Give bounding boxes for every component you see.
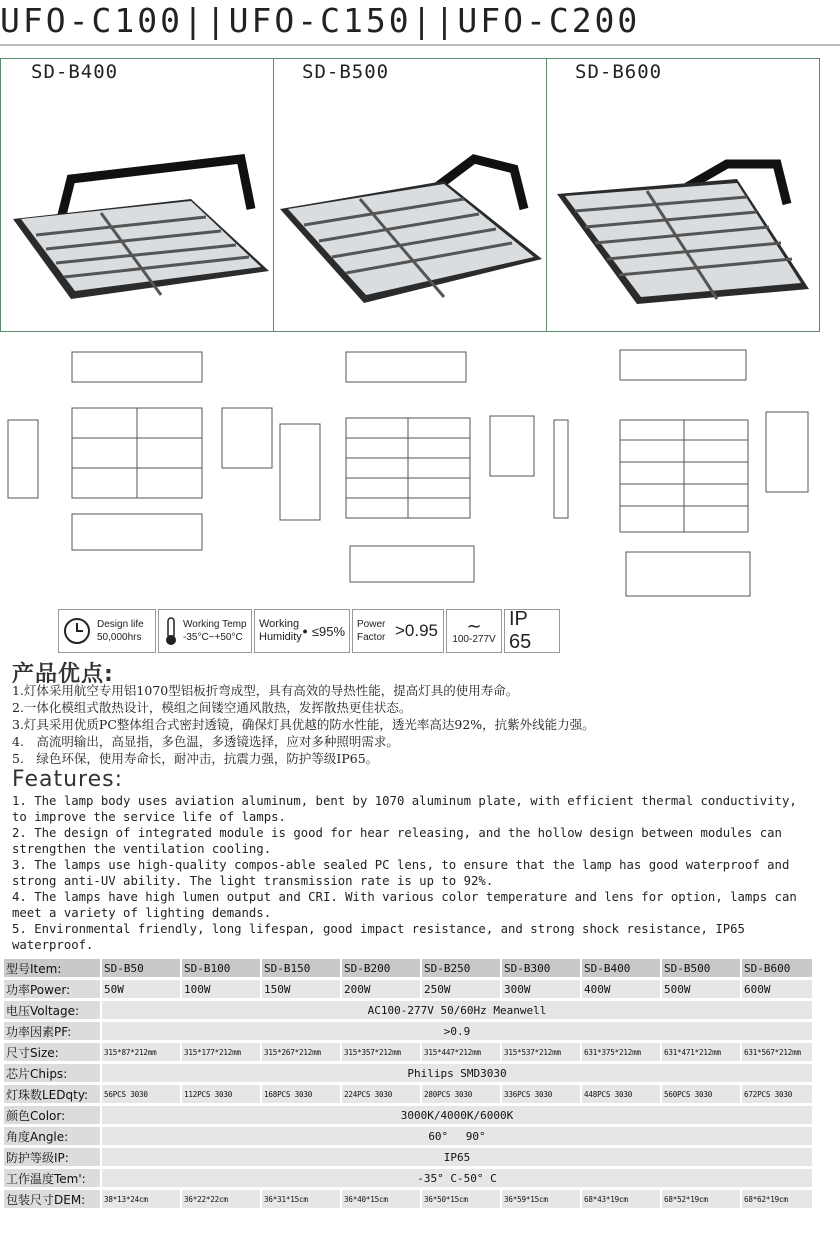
working-temp-value: -35°C~+50°C <box>183 632 243 643</box>
table-row-angle <box>4 1127 812 1145</box>
table-cell: 56PCS 3030 <box>100 1085 180 1103</box>
power-factor-value: >0.95 <box>395 621 439 640</box>
features-heading: Features: <box>12 767 124 792</box>
bracket-view <box>8 420 38 498</box>
table-cell: SD-B150 <box>260 959 340 977</box>
design-life-label: Design life <box>97 619 144 630</box>
humidity-value: ≤95% <box>311 623 345 639</box>
working-temp-label: Working Temp <box>183 619 247 630</box>
table-cell: SD-B500 <box>660 959 740 977</box>
table-cell: SD-B50 <box>100 959 180 977</box>
row-header: 工作温度Tem': <box>4 1169 100 1187</box>
features-list <box>12 793 802 953</box>
row-header: 包装尺寸DEM: <box>4 1190 100 1208</box>
voltage-value: 100-277V <box>452 633 496 645</box>
design-life-badge <box>58 609 156 653</box>
row-header: 功率Power: <box>4 980 100 998</box>
floodlight-image <box>274 59 546 331</box>
product-photo-sd-b400 <box>1 59 274 331</box>
list-item: 5. 绿色环保，使用寿命长，耐冲击，抗震力强，防护等级IP65。 <box>12 751 379 766</box>
table-cell: 400W <box>580 980 660 998</box>
product-photo-strip <box>0 58 820 332</box>
table-cell: AC100-277V 50/60Hz Meanwell <box>100 1001 812 1019</box>
table-row-temp <box>4 1169 812 1187</box>
table-cell: 224PCS 3030 <box>340 1085 420 1103</box>
ip-rating-badge: IP 65 <box>504 609 560 653</box>
table-cell: 36*31*15cm <box>260 1190 340 1208</box>
table-cell: 68*52*19cm <box>660 1190 740 1208</box>
table-row-power <box>4 980 812 998</box>
photo-label: SD-B400 <box>31 61 119 83</box>
power-factor-label: Power Factor <box>357 619 386 643</box>
table-row-pf <box>4 1022 812 1040</box>
cn-advantages-heading: 产品优点: <box>12 662 114 687</box>
bottom-view <box>72 514 202 550</box>
table-row-color <box>4 1106 812 1124</box>
list-item: 5. Environmental friendly, long lifespan, good impact resistance, and strong shock resistance, IP65 waterproof. <box>12 922 745 952</box>
table-cell: 50W <box>100 980 180 998</box>
table-cell: 100W <box>180 980 260 998</box>
floodlight-image <box>547 59 821 331</box>
thermometer-icon <box>163 616 179 646</box>
product-photo-sd-b600 <box>547 59 821 331</box>
table-cell: 300W <box>500 980 580 998</box>
voltage-badge <box>446 609 502 653</box>
cn-advantages-list <box>12 682 812 767</box>
table-cell: 150W <box>260 980 340 998</box>
table-cell: 36*50*15cm <box>420 1190 500 1208</box>
design-life-value: 50,000hrs <box>97 632 142 643</box>
table-cell: -35° C-50° C <box>100 1169 812 1187</box>
table-cell: 38*13*24cm <box>100 1190 180 1208</box>
table-cell: 250W <box>420 980 500 998</box>
row-header: 尺寸Size: <box>4 1043 100 1061</box>
table-row-package <box>4 1190 812 1208</box>
table-cell: SD-B200 <box>340 959 420 977</box>
table-cell: 315*447*212mm <box>420 1043 500 1061</box>
dimension-drawings <box>0 340 840 605</box>
list-item: 3.灯具采用优质PC整体组合式密封透镜，确保灯具优越的防水性能，透光率高达92%，抗紫外线能力强。 <box>12 717 595 732</box>
table-cell: 600W <box>740 980 812 998</box>
table-cell: 631*375*212mm <box>580 1043 660 1061</box>
list-item: 1.灯体采用航空专用铝1070型铝板折弯成型，具有高效的导热性能，提高灯具的使用寿命。 <box>12 683 519 698</box>
table-cell: 315*357*212mm <box>340 1043 420 1061</box>
side-view <box>72 352 202 382</box>
photo-label: SD-B600 <box>575 61 663 83</box>
table-cell: 36*40*15cm <box>340 1190 420 1208</box>
table-cell: >0.9 <box>100 1022 812 1040</box>
list-item: 2. The design of integrated module is good for hear releasing, and the hollow design between modules can strengthen the ventilation cooling. <box>12 826 782 856</box>
title-divider <box>0 44 840 46</box>
table-row-voltage <box>4 1001 812 1019</box>
table-cell: 200W <box>340 980 420 998</box>
list-item: 3. The lamps use high-quality compos-able sealed PC lens, to ensure that the lamp has good waterproof and strong anti-UV ability. The light transmission rate is up to 92%. <box>12 858 790 888</box>
table-cell: 315*177*212mm <box>180 1043 260 1061</box>
table-cell: 315*267*212mm <box>260 1043 340 1061</box>
table-cell: 448PCS 3030 <box>580 1085 660 1103</box>
table-cell: 280PCS 3030 <box>420 1085 500 1103</box>
humidity-badge <box>254 609 350 653</box>
row-header: 电压Voltage: <box>4 1001 100 1019</box>
row-header: 灯珠数LEDqty: <box>4 1085 100 1103</box>
table-row-chips <box>4 1064 812 1082</box>
table-cell: 315*87*212mm <box>100 1043 180 1061</box>
working-temp-badge <box>158 609 252 653</box>
table-row-ip <box>4 1148 812 1166</box>
clock-icon <box>63 617 91 645</box>
page-title: UFO-C100||UFO-C150||UFO-C200 <box>0 1 641 40</box>
table-cell: 68*62*19cm <box>740 1190 812 1208</box>
list-item: 2.一体化模组式散热设计，模组之间镂空通风散热，发挥散热更佳状态。 <box>12 700 412 715</box>
droplet-icon: ● <box>302 626 308 636</box>
table-cell: 3000K/4000K/6000K <box>100 1106 812 1124</box>
row-header: 型号Item: <box>4 959 100 977</box>
table-cell: SD-B100 <box>180 959 260 977</box>
table-row-size <box>4 1043 812 1061</box>
table-cell: SD-B300 <box>500 959 580 977</box>
list-item: 4. 高流明输出，高显指，多色温，多透镜选择，应对多种照明需求。 <box>12 734 399 749</box>
row-header: 防护等级IP: <box>4 1148 100 1166</box>
photo-label: SD-B500 <box>302 61 390 83</box>
table-cell: SD-B600 <box>740 959 812 977</box>
table-row-model <box>4 959 812 977</box>
table-cell: 631*471*212mm <box>660 1043 740 1061</box>
table-cell: 672PCS 3030 <box>740 1085 812 1103</box>
list-item: 4. The lamps have high lumen output and CRI. With various color temperature and lens for option, lamps can meet a variety of lighting demands. <box>12 890 797 920</box>
table-cell: SD-B250 <box>420 959 500 977</box>
product-photo-sd-b500 <box>274 59 547 331</box>
table-cell: Philips SMD3030 <box>100 1064 812 1082</box>
table-cell: 315*537*212mm <box>500 1043 580 1061</box>
row-header: 角度Angle: <box>4 1127 100 1145</box>
table-cell: 68*43*19cm <box>580 1190 660 1208</box>
power-factor-badge <box>352 609 444 653</box>
row-header: 功率因素PF: <box>4 1022 100 1040</box>
spec-icon-row <box>58 609 560 655</box>
ac-wave-icon: ∼ <box>466 615 482 636</box>
table-cell: SD-B400 <box>580 959 660 977</box>
table-cell: 36*59*15cm <box>500 1190 580 1208</box>
humidity-label: Working Humidity <box>259 618 302 643</box>
table-cell: IP65 <box>100 1148 812 1166</box>
table-cell: 168PCS 3030 <box>260 1085 340 1103</box>
spec-table <box>4 956 812 1211</box>
table-cell: 112PCS 3030 <box>180 1085 260 1103</box>
floodlight-image <box>1 59 273 331</box>
table-row-led <box>4 1085 812 1103</box>
table-cell: 36*22*22cm <box>180 1190 260 1208</box>
list-item: 1. The lamp body uses aviation aluminum, bent by 1070 aluminum plate, with efficient thermal conductivity, to improve the service life of lamps. <box>12 794 797 824</box>
row-header: 颜色Color: <box>4 1106 100 1124</box>
table-cell: 500W <box>660 980 740 998</box>
table-cell: 560PCS 3030 <box>660 1085 740 1103</box>
row-header: 芯片Chips: <box>4 1064 100 1082</box>
table-cell: 631*567*212mm <box>740 1043 812 1061</box>
table-cell: 60° 90° <box>100 1127 812 1145</box>
table-cell: 336PCS 3030 <box>500 1085 580 1103</box>
